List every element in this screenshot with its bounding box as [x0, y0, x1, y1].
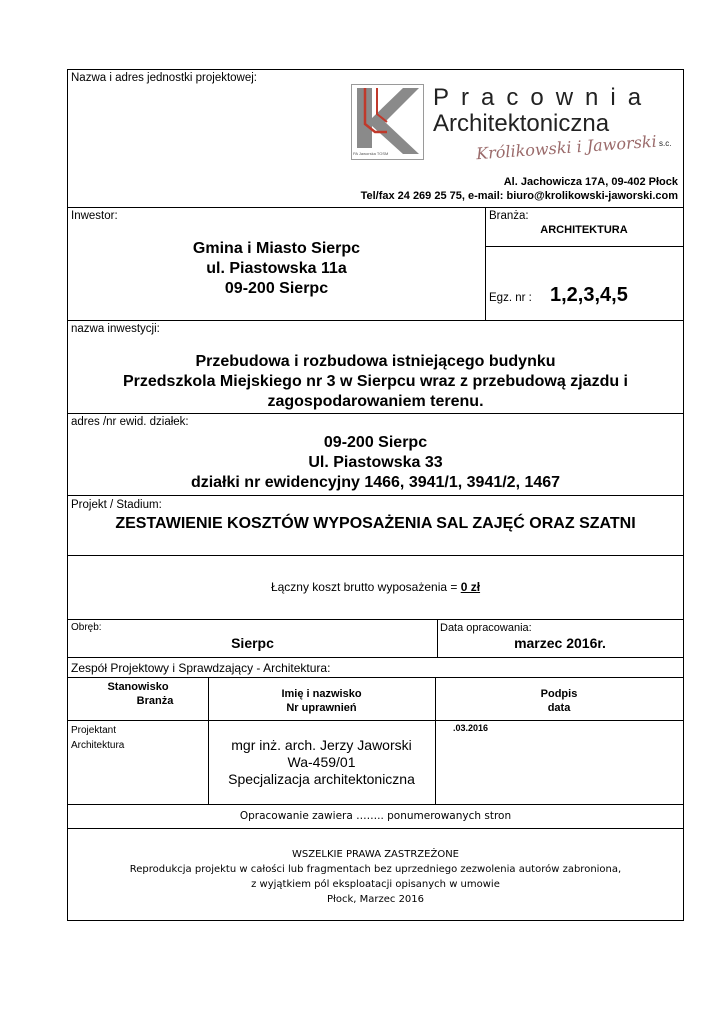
address-plots: działki nr ewidencyjny 1466, 3941/1, 3941/2, 1467 — [190, 474, 561, 491]
cost-value: 0 zł — [460, 580, 481, 594]
team-person-name: mgr inż. arch. Jerzy Jaworski — [231, 737, 412, 753]
logo-word-pracownia: Pracownia — [433, 84, 654, 111]
project-label: Projekt / Stadium: — [71, 499, 162, 511]
project-title: ZESTAWIENIE KOSZTÓW WYPOSAŻENIA SAL ZAJĘĆ ORAZ SZATNI — [115, 515, 636, 532]
logo-sc: s.c. — [659, 139, 672, 148]
egz-value: 1,2,3,4,5 — [550, 284, 628, 306]
date-value: marzec 2016r. — [514, 635, 606, 651]
rights-title: WSZELKIE PRAWA ZASTRZEŻONE — [292, 849, 459, 860]
investor-name: Gmina i Miasto Sierpc — [192, 240, 361, 257]
company-address: Al. Jachowicza 17A, 09-402 Płock — [503, 176, 678, 188]
address-city: 09-200 Sierpc — [323, 434, 428, 451]
address-label: adres /nr ewid. działek: — [71, 416, 189, 428]
project-section — [68, 496, 683, 556]
rights-line2: Reprodukcja projektu w całości lub fragmentach bez uprzedniego zezwolenia autorów zabroniona, — [129, 864, 622, 875]
obreb-date-section — [68, 620, 683, 658]
col-imie — [208, 687, 435, 715]
col-stanowisko-line1: Stanowisko — [107, 681, 169, 693]
team-header-row — [68, 678, 683, 721]
rights-line3: z wyjątkiem pól eksploatacji opisanych w umowie — [251, 879, 500, 890]
address-section — [68, 414, 683, 496]
logo-mark-caption: PA Jaworska TOSM — [353, 151, 389, 156]
team-data-row — [68, 721, 683, 805]
investment-block — [68, 352, 683, 412]
team-role — [71, 723, 124, 753]
col-imie-line1: Imię i nazwisko — [281, 688, 362, 700]
col-podpis — [435, 687, 683, 715]
header-section — [68, 70, 683, 208]
col-stanowisko — [68, 680, 208, 708]
investor-street: ul. Piastowska 11a — [206, 260, 347, 277]
investment-line3: zagospodarowaniem terenu. — [267, 393, 484, 410]
company-contact: Tel/fax 24 269 25 75, e-mail: biuro@krolikowski-jaworski.com — [360, 190, 678, 202]
col-podpis-line1: Podpis — [540, 688, 578, 700]
header-label: Nazwa i adres jednostki projektowej: — [71, 72, 258, 84]
cost-section — [68, 556, 683, 620]
investor-block — [68, 239, 485, 299]
pages-row — [68, 805, 683, 829]
logo-script-signature: Królikowski i Jaworski — [475, 131, 658, 164]
logo-word-architektoniczna: Architektoniczna — [433, 110, 610, 137]
investment-line1: Przebudowa i rozbudowa istniejącego budynku — [195, 353, 556, 370]
team-person-specialization: Specjalizacja architektoniczna — [228, 771, 415, 787]
investment-section — [68, 321, 683, 414]
branza-value: ARCHITEKTURA — [540, 224, 628, 236]
investment-label: nazwa inwestycji: — [71, 323, 160, 335]
team-person-license: Wa-459/01 — [287, 754, 356, 770]
obreb-label: Obręb: — [71, 622, 102, 633]
investment-line2: Przedszkola Miejskiego nr 3 w Sierpcu wraz z przebudową zjazdu i — [122, 373, 628, 390]
egz-label: Egz. nr : — [489, 292, 532, 304]
col-stanowisko-line2: Branża — [136, 695, 174, 707]
investor-city: 09-200 Sierpc — [224, 280, 329, 297]
investor-label: Inwestor: — [71, 210, 118, 222]
address-block — [68, 433, 683, 493]
address-street: Ul. Piastowska 33 — [308, 454, 443, 471]
team-role-line1: Projektant — [71, 725, 117, 736]
branza-label: Branża: — [489, 210, 529, 222]
title-sheet-frame — [67, 69, 684, 921]
investor-section — [68, 208, 683, 321]
team-label: Zespół Projektowy i Sprawdzający - Architektura: — [71, 661, 331, 675]
rights-block — [68, 847, 683, 907]
team-person — [208, 737, 435, 788]
rights-place-date: Płock, Marzec 2016 — [326, 894, 425, 905]
pages-text: Opracowanie zawiera …….. ponumerowanych stron — [239, 810, 512, 822]
cost-text: Łączny koszt brutto wyposażenia = — [270, 580, 461, 594]
col-imie-line2: Nr uprawnień — [286, 702, 357, 714]
obreb-value: Sierpc — [231, 635, 274, 651]
col-podpis-line2: data — [547, 702, 571, 714]
team-sign-date: .03.2016 — [453, 723, 489, 733]
date-label: Data opracowania: — [440, 622, 532, 634]
cost-line — [68, 580, 683, 594]
team-role-line2: Architektura — [71, 740, 125, 751]
team-label-row — [68, 658, 683, 678]
company-logo-mark — [351, 84, 424, 160]
